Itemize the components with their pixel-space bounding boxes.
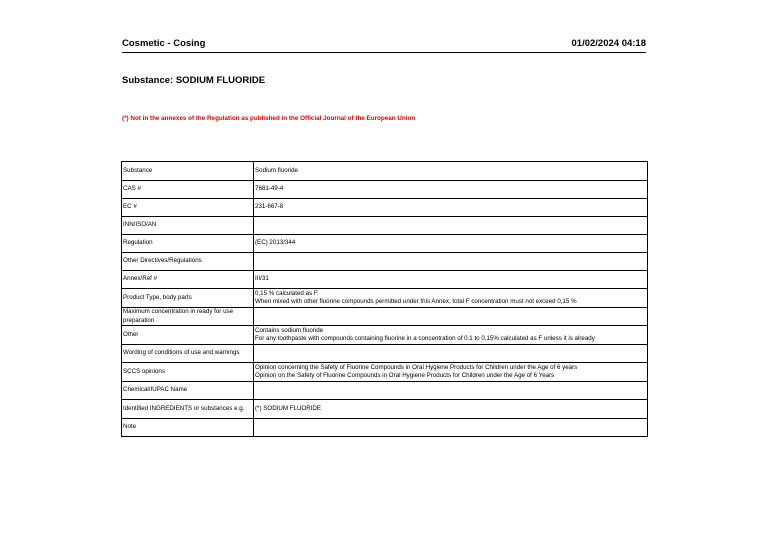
row-label: Product Type, body parts: [122, 289, 254, 308]
table-row: [122, 253, 648, 271]
row-label: Wording of conditions of use and warnings: [122, 345, 254, 363]
row-label: CAS #: [122, 181, 254, 199]
value-line: Contains sodium fluoride: [255, 326, 324, 334]
row-value: [254, 162, 648, 181]
table-row: [122, 235, 648, 253]
row-value: [254, 363, 648, 382]
table-row: [122, 217, 648, 235]
row-label: Annex/Ref #: [122, 271, 254, 289]
value-line: Opinion on the Safety of Fluorine Compounds in Oral Hygiene Products for Children under the Age of 6 Years: [255, 372, 555, 379]
substance-details-table: [121, 161, 648, 437]
row-label: Identified INGREDIENTS or substances e.g.: [122, 400, 254, 419]
table-row: [122, 162, 648, 181]
value-line: 7681-49-4: [255, 185, 284, 193]
row-value: [254, 271, 648, 289]
page-header: [122, 38, 646, 53]
row-value: [254, 289, 648, 308]
row-value: [254, 181, 648, 199]
row-label: EC #: [122, 199, 254, 217]
table-row: [122, 308, 648, 326]
document-title: Cosmetic - Cosing: [122, 38, 206, 49]
row-label: INN/ISO/AN: [122, 217, 254, 235]
row-label: Chemical/IUPAC Name: [122, 382, 254, 400]
row-value: [254, 419, 648, 437]
table-row: [122, 271, 648, 289]
row-value: [254, 345, 648, 363]
row-value: [254, 326, 648, 345]
row-value: [254, 199, 648, 217]
value-line: Opinion concerning the Safety of Fluorine Compounds in Oral Hygiene Products for Children under the Age of 6 years: [255, 363, 578, 371]
table-row: [122, 326, 648, 345]
row-label: Maximum concentration in ready for use preparation: [122, 308, 254, 326]
regulation-notice: (*) Not in the annexes of the Regulation as published in the Official Journal of the European Union: [122, 115, 416, 122]
table-row: [122, 199, 648, 217]
table-row: [122, 345, 648, 363]
row-label: Other: [122, 326, 254, 345]
value-line: III/31: [255, 275, 269, 283]
row-label: SCCS opinions: [122, 363, 254, 382]
table-row: [122, 419, 648, 437]
row-value: [254, 400, 648, 419]
value-line: For any toothpaste with compounds containing fluorine in a concentration of 0.1 to 0.15% calculated as F unless it is already: [255, 335, 595, 342]
row-label: Other Directives/Regulations: [122, 253, 254, 271]
row-value: [254, 382, 648, 400]
row-value: [254, 235, 648, 253]
table-row: [122, 382, 648, 400]
table-row: [122, 400, 648, 419]
row-value: [254, 217, 648, 235]
table-row: [122, 363, 648, 382]
row-label: Regulation: [122, 235, 254, 253]
row-value: [254, 253, 648, 271]
row-value: [254, 308, 648, 326]
row-label: Substance: [122, 162, 254, 181]
table-row: [122, 289, 648, 308]
value-line: Sodium fluoride: [255, 166, 298, 174]
value-line: (EC) 2013/344: [255, 239, 296, 247]
print-datetime: 01/02/2024 04:18: [571, 38, 646, 49]
value-line: 231-667-8: [255, 203, 284, 211]
table-row: [122, 181, 648, 199]
value-line: When mixed with other fluorine compounds permitted under this Annex, total F concentration must not exceed 0,15 %: [255, 298, 577, 305]
value-line: (*) SODIUM FLUORIDE: [255, 404, 322, 412]
row-label: Note: [122, 419, 254, 437]
substance-heading: Substance: SODIUM FLUORIDE: [122, 75, 266, 86]
value-line: 0,15 % calculated as F.: [255, 289, 319, 297]
